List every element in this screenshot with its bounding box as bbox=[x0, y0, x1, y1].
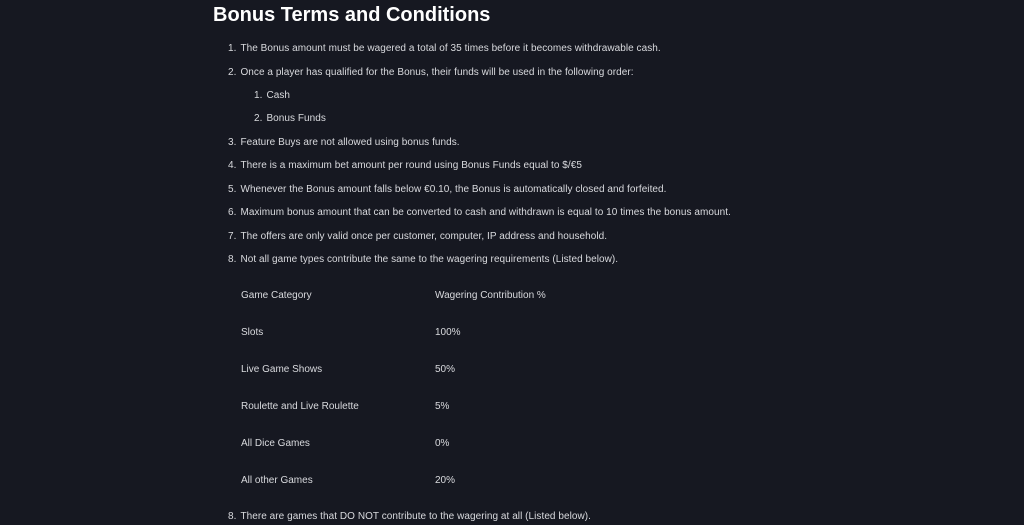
term-text: There are games that DO NOT contribute to the wagering at all (Listed below). bbox=[240, 511, 591, 522]
term-text: Maximum bonus amount that can be converted to cash and withdrawn is equal to 10 times the bonus amount. bbox=[240, 207, 731, 218]
table-cell-contribution: 100% bbox=[435, 327, 461, 338]
table-cell-contribution: 5% bbox=[435, 401, 450, 412]
table-cell-contribution: 50% bbox=[435, 364, 456, 375]
table-cell-category: All Dice Games bbox=[241, 438, 310, 449]
term-number: 5. bbox=[228, 184, 237, 195]
table-cell-category: All other Games bbox=[241, 475, 313, 486]
term-number: 8. bbox=[228, 254, 237, 265]
term-item bbox=[228, 43, 661, 54]
term-number: 2. bbox=[228, 67, 237, 78]
term-number: 6. bbox=[228, 207, 237, 218]
table-cell-category: Roulette and Live Roulette bbox=[241, 401, 359, 412]
term-text: Not all game types contribute the same to the wagering requirements (Listed below). bbox=[240, 254, 619, 265]
order-text: Cash bbox=[266, 90, 290, 101]
term-text: Once a player has qualified for the Bonus, their funds will be used in the following order: bbox=[240, 67, 634, 78]
term-item bbox=[228, 160, 582, 171]
table-header-category: Game Category bbox=[241, 290, 312, 301]
page-title: Bonus Terms and Conditions bbox=[213, 4, 491, 26]
table-cell-category: Slots bbox=[241, 327, 264, 338]
term-number: 3. bbox=[228, 137, 237, 148]
term-item bbox=[228, 184, 666, 195]
term-item bbox=[228, 511, 591, 522]
term-item bbox=[228, 137, 460, 148]
table-cell-contribution: 0% bbox=[435, 438, 450, 449]
term-item bbox=[228, 207, 731, 218]
term-number: 8. bbox=[228, 511, 237, 522]
term-number: 7. bbox=[228, 231, 237, 242]
term-number: 4. bbox=[228, 160, 237, 171]
table-cell-contribution: 20% bbox=[435, 475, 456, 486]
term-item bbox=[228, 254, 618, 265]
term-item bbox=[228, 67, 634, 78]
term-text: There is a maximum bet amount per round using Bonus Funds equal to $/€5 bbox=[240, 160, 582, 171]
term-text: The Bonus amount must be wagered a total of 35 times before it becomes withdrawable cash. bbox=[240, 43, 661, 54]
term-text: The offers are only valid once per customer, computer, IP address and household. bbox=[240, 231, 608, 242]
order-text: Bonus Funds bbox=[266, 113, 326, 124]
order-item bbox=[254, 113, 326, 124]
order-number: 1. bbox=[254, 90, 263, 101]
term-text: Whenever the Bonus amount falls below €0.10, the Bonus is automatically closed and forfeited. bbox=[240, 184, 667, 195]
term-text: Feature Buys are not allowed using bonus funds. bbox=[240, 137, 460, 148]
term-item bbox=[228, 231, 607, 242]
table-header-contribution: Wagering Contribution % bbox=[435, 290, 546, 301]
order-number: 2. bbox=[254, 113, 263, 124]
term-number: 1. bbox=[228, 43, 237, 54]
table-cell-category: Live Game Shows bbox=[241, 364, 323, 375]
order-item bbox=[254, 90, 290, 101]
